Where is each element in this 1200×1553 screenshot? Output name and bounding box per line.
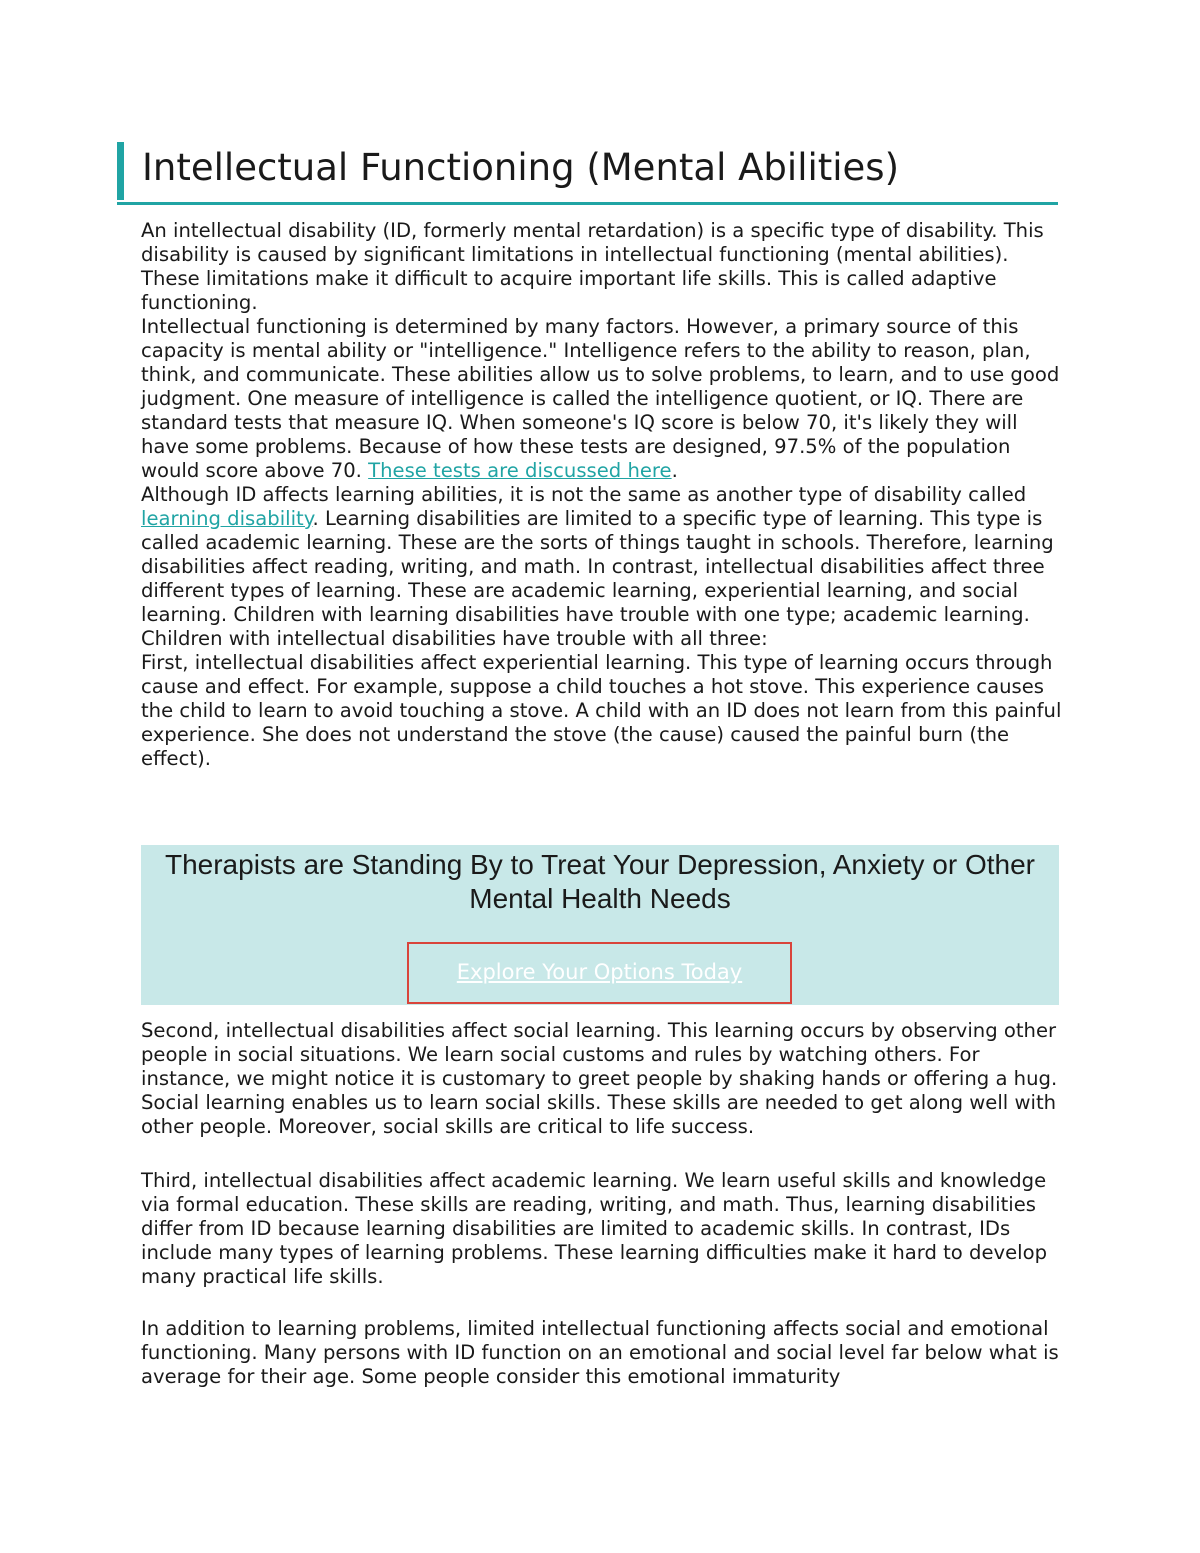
tests-discussed-link[interactable]: These tests are discussed here	[368, 459, 672, 482]
heading-accent-bar	[117, 142, 124, 200]
intro-paragraph-2-end: .	[671, 459, 678, 482]
intro-section	[141, 219, 1063, 771]
intro-paragraph-1: An intellectual disability (ID, formerly mental retardation) is a specific type of disability. This disability is caused by significant limitations in intellectual functioning (mental abilities). These limitations make it difficult to acquire important life skills. This is called adaptive functioning.	[141, 219, 1044, 314]
intro-paragraph-2-text: Intellectual functioning is determined by many factors. However, a primary source of this capacity is mental ability or "intelligence." Intelligence refers to the ability to reason, plan, think, and communicate. These abilities allow us to solve problems, to learn, and to use good judgment. One measure of intelligence is called the intelligence quotient, or IQ. There are standard tests that measure IQ. When someone's IQ score is below 70, it's likely they will have some problems. Because of how these tests are designed, 97.5% of the population would score above 70.	[141, 315, 1060, 482]
intro-paragraph-3	[141, 483, 1063, 651]
intro-paragraph-3-end: . Learning disabilities are limited to a specific type of learning. This type is called academic learning. These are the sorts of things taught in schools. Therefore, learning disabilities affect reading, writing, and math. In contrast, intellectual disabilities affect three different types of learning. These are academic learning, experiential learning, and social learning. Children with learning disabilities have trouble with one type; academic learning. Children with intellectual disabilities have trouble with all three:	[141, 507, 1054, 650]
explore-options-button[interactable]: Explore Your Options Today	[407, 942, 792, 1004]
page-title: Intellectual Functioning (Mental Abilities)	[142, 146, 900, 189]
intro-paragraph-2	[141, 315, 1063, 483]
academic-learning-paragraph: Third, intellectual disabilities affect academic learning. We learn useful skills and knowledge via formal education. These skills are reading, writing, and math. Thus, learning disabilities differ from ID because learning disabilities are limited to academic skills. In contrast, IDs include many types of learning problems. These learning difficulties make it hard to develop many practical life skills.	[141, 1169, 1048, 1288]
social-learning-section	[141, 1019, 1063, 1139]
cta-title: Therapists are Standing By to Treat Your Depression, Anxiety or Other Mental Health Needs	[164, 849, 1036, 914]
academic-learning-section	[141, 1169, 1063, 1289]
emotional-functioning-paragraph: In addition to learning problems, limited intellectual functioning affects social and emotional functioning. Many persons with ID function on an emotional and social level far below what is average for their age. Some people consider this emotional immaturity	[141, 1317, 1059, 1388]
emotional-functioning-section	[141, 1317, 1063, 1389]
section-heading	[117, 140, 1058, 205]
learning-disability-link[interactable]: learning disability	[141, 507, 313, 530]
social-learning-paragraph: Second, intellectual disabilities affect social learning. This learning occurs by observing other people in social situations. We learn social customs and rules by watching others. For instance, we might notice it is customary to greet people by shaking hands or offering a hug. Social learning enables us to learn social skills. These skills are needed to get along well with other people. Moreover, social skills are critical to life success.	[141, 1019, 1058, 1138]
therapist-cta-box	[141, 845, 1059, 1005]
intro-paragraph-3-text: Although ID affects learning abilities, it is not the same as another type of disability called	[141, 483, 1027, 506]
intro-paragraph-4: First, intellectual disabilities affect experiential learning. This type of learning occurs through cause and effect. For example, suppose a child touches a hot stove. This experience causes the child to learn to avoid touching a stove. A child with an ID does not learn from this painful experience. She does not understand the stove (the cause) caused the painful burn (the effect).	[141, 651, 1062, 770]
